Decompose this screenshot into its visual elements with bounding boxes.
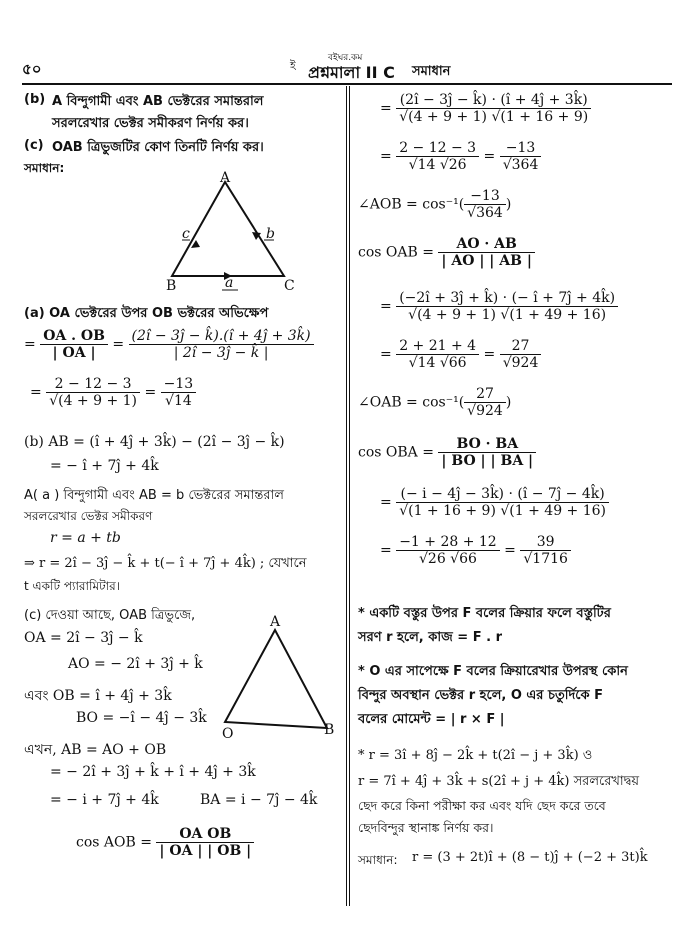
header-mark: ই — [290, 59, 296, 72]
part-b-line-6: ⇒ r = 2î − 3ĵ − k̂ + t(− î + 7ĵ + 4k̂) ; যেখানে — [24, 556, 307, 571]
r6b-den: √924 — [502, 355, 539, 371]
part-b-line-1: (b) AB = (î + 4ĵ + 3k̂) − (2î − 3ĵ − k̂) — [24, 434, 285, 450]
question-c-text: OAB ত্রিভুজটির কোণ তিনটি নির্ণয় কর। — [52, 140, 264, 155]
tri1-side-c: c — [182, 226, 190, 242]
a-frac3-num: 2 − 12 − 3 — [46, 376, 140, 393]
r4-label: cos OAB = — [358, 244, 434, 261]
part-c-line-2: OA = 2î − 3ĵ − k̂ — [24, 630, 143, 646]
header-rule — [22, 83, 672, 85]
right-eq-4 — [358, 236, 535, 269]
note-3-line-4: ছেদবিন্দুর স্থানাঙ্ক নির্ণয় কর। — [358, 820, 494, 835]
part-c-line-1: (c) দেওয়া আছে, OAB ত্রিভুজে, — [24, 608, 196, 623]
tri2-vertex-o: O — [222, 726, 234, 742]
r10b-den: √1716 — [523, 551, 568, 567]
tri2-vertex-a: A — [270, 614, 281, 630]
part-c-line-7: = − 2î + 3ĵ + k̂ + î + 4ĵ + 3k̂ — [50, 764, 256, 780]
solution-label: সমাধান: — [24, 161, 65, 175]
right-eq-6: = $\frac{2 + 21 + 4}{√14 √66}$ = $\frac{27}{√924}$ — [380, 338, 541, 371]
part-c-line-8b: BA = i − 7ĵ − 4k̂ — [200, 792, 318, 808]
r3-num: −13 — [464, 188, 506, 205]
r10b-num: 39 — [520, 534, 571, 551]
r10-den: √26 √66 — [418, 551, 477, 567]
tri1-vertex-a: A — [220, 170, 231, 186]
part-c-line-5: BO = −î − 4ĵ − 3k̂ — [76, 710, 207, 726]
r5-den: √(4 + 9 + 1) √(1 + 49 + 16) — [408, 307, 607, 323]
r7-den: √924 — [467, 403, 503, 419]
part-b-line-4: সরলরেখার ভেক্টর সমীকরণ — [24, 509, 153, 523]
part-a-equation-1: = $\frac{OA . OB}{| OA |}$ = $\frac{(2î - 3ĵ - k̂).(î + 4ĵ + 3k̂)}{| 2î - 3ĵ - k̂ |}$ — [24, 328, 314, 361]
r6-num: 2 + 21 + 4 — [396, 338, 479, 355]
tri1-vertex-b: B — [166, 278, 177, 294]
r4-den: | AO | | AB | — [441, 253, 532, 269]
r3-lead: ∠AOB = cos⁻¹( — [358, 196, 465, 213]
right-solution-label: সমাধান: — [358, 853, 398, 867]
r2-den: √14 √26 — [408, 157, 467, 173]
r2b-num: −13 — [500, 140, 542, 157]
note-3-line-2: r = 7î + 4ĵ + 3k̂ + s(2î + j + 4k̂) সরলরেখাদ্বয় — [358, 774, 640, 789]
r1-den: √(4 + 9 + 1) √(1 + 16 + 9) — [399, 109, 589, 125]
r9-den: √(1 + 16 + 9) √(1 + 49 + 16) — [399, 503, 607, 519]
header-small-text: বইঘর.কম — [328, 53, 363, 63]
question-c-label: (c) — [24, 138, 44, 153]
note-2-line-3: বলের মোমেন্ট = | r × F | — [358, 712, 505, 727]
tri1-side-a: a — [225, 275, 234, 291]
r3-den: √364 — [467, 205, 503, 221]
right-eq-3: ∠AOB = cos⁻¹( $\frac{-13}{√364}$ ) — [358, 188, 512, 221]
a-frac2-num: (2î − 3ĵ − k̂).(î + 4ĵ + 3k̂) — [129, 328, 314, 345]
question-b-text-2: সরলরেখার ভেক্টর সমীকরণ নির্ণয় কর। — [52, 116, 249, 131]
a-frac2-den: | 2î − 3ĵ − k̂ | — [173, 345, 269, 361]
r8-num: BO · BA — [438, 436, 536, 453]
r8-label: cos OBA = — [358, 444, 434, 461]
note-3-line-1: * r = 3î + 8ĵ − 2k̂ + t(2î − j + 3k̂) ও — [358, 748, 593, 763]
a-frac3-den: √(4 + 9 + 1) — [49, 393, 138, 409]
triangle-oab-diagram — [215, 622, 340, 734]
tri2-vertex-b: B — [324, 722, 335, 738]
page-number: ৫০ — [22, 60, 42, 78]
part-c-line-6: এখন, AB = AO + OB — [24, 742, 167, 758]
question-b-text-1: A বিন্দুগামী এবং AB ভেক্টরের সমান্তরাল — [52, 94, 264, 109]
a-frac4-den: √14 — [165, 393, 192, 409]
r5-num: (−2î + 3ĵ + k̂) · (− î + 7ĵ + 4k̂) — [396, 290, 618, 307]
a-frac1-den: | OA | — [52, 345, 96, 361]
r7-lead: ∠OAB = cos⁻¹( — [358, 394, 465, 411]
cos-aob-num: OA OB — [156, 826, 254, 843]
note-1-line-1: * একটি বস্তুর উপর F বলের ক্রিয়ার ফলে বস্তুটির — [358, 606, 611, 621]
r6b-num: 27 — [500, 338, 542, 355]
right-eq-7: ∠OAB = cos⁻¹( $\frac{27}{√924}$ ) — [358, 386, 512, 419]
part-b-line-3: A( a ) বিন্দুগামী এবং AB = b ভেক্টরের সমান্তরাল — [24, 488, 284, 503]
part-b-line-5: r = a + tb — [50, 530, 121, 546]
header-title: প্রশ্নমালা II C — [308, 63, 395, 82]
header-section: সমাধান — [412, 64, 451, 79]
right-eq-5: = $\frac{(-2î + 3ĵ + k̂) \cdot (- î + 7ĵ + 4k̂)}{√(4 + 9 + 1) √(1 + 49 + 16)}$ — [380, 290, 618, 323]
right-solution-text: r = (3 + 2t)î + (8 − t)ĵ + (−2 + 3t)k̂ — [412, 850, 648, 865]
question-b-label: (b) — [24, 92, 46, 107]
part-b-line-7: t একটি প্যারামিটার। — [24, 579, 121, 593]
r7-num: 27 — [464, 386, 506, 403]
r1-num: (2î − 3ĵ − k̂) · (î + 4ĵ + 3k̂) — [396, 92, 591, 109]
note-2-line-1: * O এর সাপেক্ষে F বলের ক্রিয়ারেখার উপরস্থ কোন — [358, 664, 628, 679]
part-c-line-8: = − i + 7ĵ + 4k̂ — [50, 792, 159, 808]
part-a-line: (a) OA ভেক্টরের উপর OB ভক্টরের অভিক্ষেপ — [24, 306, 269, 321]
cos-aob-equation — [76, 826, 254, 859]
right-eq-2: = $\frac{2 - 12 - 3}{√14 √26}$ = $\frac{-13}{√364}$ — [380, 140, 541, 173]
right-eq-10: = $\frac{-1 + 28 + 12}{√26 √66}$ = $\frac{39}{√1716}$ — [380, 534, 571, 567]
a-frac1-num: OA . OB — [40, 328, 108, 345]
note-1-line-2: সরণ r হলে, কাজ = F . r — [358, 630, 502, 645]
r8-den: | BO | | BA | — [441, 453, 534, 469]
r9-num: (− i − 4ĵ − 3k̂) · (î − 7ĵ − 4k̂) — [396, 486, 609, 503]
r10-num: −1 + 28 + 12 — [396, 534, 500, 551]
part-b-line-2: = − î + 7ĵ + 4k̂ — [50, 458, 159, 474]
cos-aob-den: | OA | | OB | — [159, 843, 252, 859]
tri1-vertex-c: C — [284, 278, 295, 294]
note-3-line-3: ছেদ করে কিনা পরীক্ষা কর এবং যদি ছেদ করে তবে — [358, 798, 606, 813]
tri1-side-b: b — [266, 226, 275, 242]
r2-num: 2 − 12 − 3 — [396, 140, 479, 157]
part-c-line-4: এবং OB = î + 4ĵ + 3k̂ — [24, 688, 172, 704]
right-eq-8 — [358, 436, 536, 469]
a-frac4-num: −13 — [161, 376, 197, 393]
column-divider-2 — [349, 86, 350, 906]
note-2-line-2: বিন্দুর অবস্থান ভেক্টর r হলে, O এর চতুর্দিকে F — [358, 688, 604, 703]
column-divider-1 — [346, 86, 347, 906]
r2b-den: √364 — [502, 157, 539, 173]
cos-aob-label: cos AOB = — [76, 834, 152, 851]
part-a-equation-2: = $\frac{2 - 12 - 3}{√(4 + 9 + 1)}$ = $\frac{-13}{√14}$ — [30, 376, 196, 409]
right-eq-9: = $\frac{(- i - 4ĵ - 3k̂) \cdot (î - 7ĵ - 4k̂)}{√(1 + 16 + 9) √(1 + 49 + 16)}$ — [380, 486, 609, 519]
r6-den: √14 √66 — [408, 355, 467, 371]
part-c-line-3: AO = − 2î + 3ĵ + k̂ — [68, 656, 203, 672]
r4-num: AO · AB — [438, 236, 535, 253]
right-eq-1: = $\frac{(2î - 3ĵ - k̂) \cdot (î + 4ĵ + 3k̂)}{√(4 + 9 + 1) √(1 + 16 + 9)}$ — [380, 92, 591, 125]
